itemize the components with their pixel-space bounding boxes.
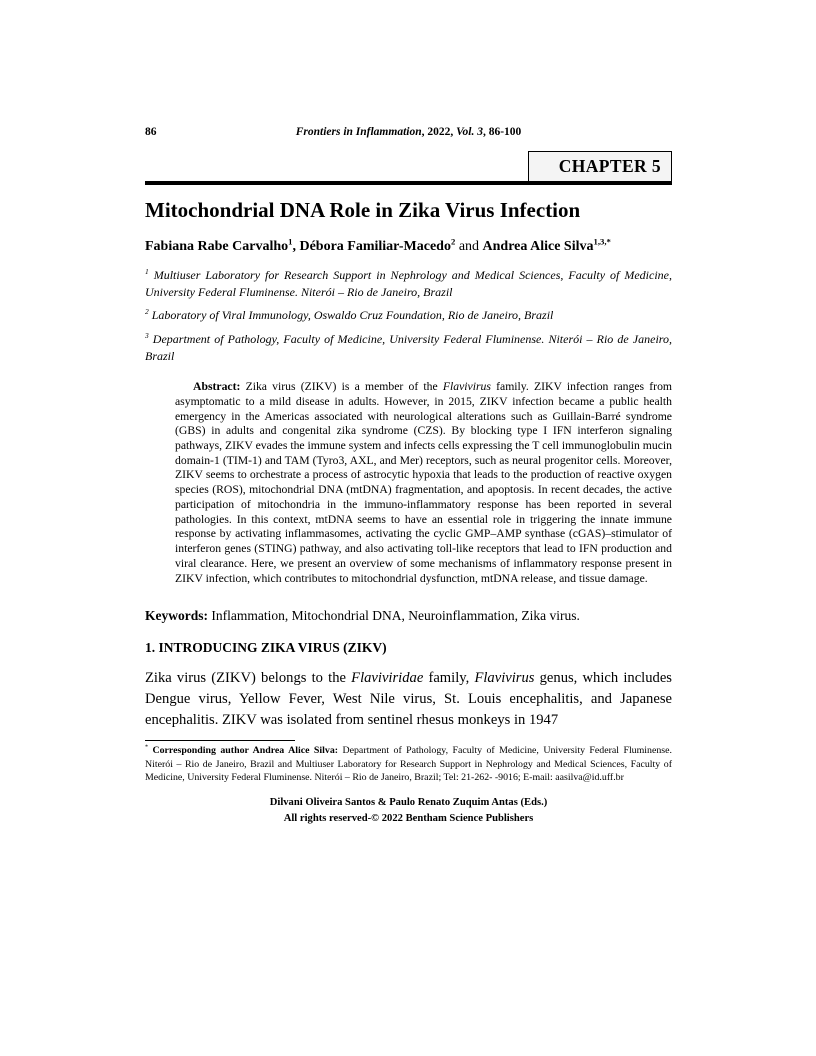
author-2-affiliation-sup: 2	[450, 236, 456, 247]
affiliation-1-text: Multiuser Laboratory for Research Support in Nephrology and Medical Sciences, Faculty of Medicine, University Federal Fluminense. Niterói – Rio de Janeiro, Brazil	[145, 268, 672, 299]
authors-line	[145, 237, 672, 256]
page-footer	[145, 795, 672, 827]
keywords-text: Inflammation, Mitochondrial DNA, Neuroinflammation, Zika virus.	[208, 608, 580, 624]
abstract	[175, 380, 672, 586]
affiliation-1-sup: 1	[145, 267, 149, 277]
author-2: Débora Familiar-Macedo	[299, 239, 451, 254]
affiliation-2	[145, 307, 672, 324]
journal-year: , 2022,	[421, 126, 457, 138]
affiliation-3-sup: 3	[145, 330, 149, 340]
copyright-line: All rights reserved-© 2022 Bentham Science Publishers	[283, 812, 534, 824]
footnote-body: Department of Pathology, Faculty of Medicine, University Federal Fluminense. Niterói – Rio de Janeiro, Brazil and Multiuser Laboratory for Research Support in Nephrology and Medical Sciences, Faculty of Medicine, University Federal Fluminense. Niterói – Rio de Janeiro, Brazil; Tel: 21-262- -9016; E-mail: aasilva@id.uff.br	[145, 745, 673, 783]
body-italic-term-2: Flavivirus	[474, 670, 535, 687]
body-text-3: genus, which includes Dengue virus, Yellow Fever, West Nile virus, St. Louis encephalitis, and Japanese encephalitis. ZIKV was isolated from sentinel rhesus monkeys in 1947	[145, 670, 672, 728]
journal-title: Frontiers in Inflammation	[295, 126, 422, 138]
affiliation-2-text: Laboratory of Viral Immunology, Oswaldo Cruz Foundation, Rio de Janeiro, Brazil	[148, 308, 554, 323]
keywords-label: Keywords:	[145, 608, 208, 624]
abstract-italic-term: Flavivirus	[442, 380, 491, 394]
body-italic-term-1: Flaviviridae	[351, 670, 424, 687]
body-text-1: Zika virus (ZIKV) belongs to the	[145, 670, 352, 687]
authors-separator-1: ,	[292, 239, 300, 254]
journal-pages: , 86-100	[482, 126, 522, 138]
author-1: Fabiana Rabe Carvalho	[145, 239, 289, 254]
footnote-rule	[145, 740, 295, 741]
authors-separator-2: and	[455, 239, 483, 254]
footnote-text	[145, 744, 672, 783]
abstract-text-2: family. ZIKV infection ranges from asymptomatic to a mild disease in adults. However, in 2015, ZIKV infection became a public health emergency in the Americas associated with neurological alterations such as Guillain-Barré syndrome (GBS) in adults and congenital zika syndrome (CZS). By blocking type I IFN interferon signaling pathways, ZIKV evades the immune system and infects cells expressing the T cell immunoglobulin mucin domain-1 (TIM-1) and TAM (Tyro3, AXL, and Mer) receptors, such as neural progenitor cells. Moreover, ZIKV seems to orchestrate a process of astrocytic hypoxia that leads to the production of reactive oxygen species (ROS), mitochondrial DNA (mtDNA) fragmentation, and apoptosis. In recent decades, the active participation of mitochondria in the immuno-inflammatory response has been reported in several pathologies. In this context, mtDNA seems to have an essential role in triggering the innate immune response by activating inflammasomes, activating the cyclic GMP–AMP synthase (cGAS)–stimulator of interferon genes (STING) pathway, and also activating toll-like receptors that lead to IFN production and viral clearance. Here, we present an overview of some mechanisms of inflammatory response present in ZIKV infection, which contributes to mitochondrial dysfunction, mtDNA release, and tissue damage.	[175, 380, 672, 585]
page-number: 86	[145, 126, 157, 138]
journal-citation	[296, 126, 522, 138]
chapter-title: Mitochondrial DNA Role in Zika Virus Infection	[145, 198, 581, 222]
abstract-text-1: Zika virus (ZIKV) is a member of the	[240, 380, 443, 394]
affiliation-3	[145, 331, 672, 364]
section-1-heading: 1. INTRODUCING ZIKA VIRUS (ZIKV)	[145, 640, 387, 656]
body-text-2: family,	[423, 670, 475, 687]
author-1-affiliation-sup: 1	[288, 236, 293, 247]
abstract-label: Abstract:	[193, 380, 241, 394]
journal-volume: Vol. 3	[456, 126, 483, 138]
section-1-paragraph	[145, 668, 672, 730]
footnote-bold-label: Corresponding author Andrea Alice Silva:	[148, 745, 339, 757]
chapter-banner	[145, 151, 672, 185]
footnote-marker: *	[145, 745, 149, 752]
affiliation-2-sup: 2	[145, 307, 149, 317]
keywords	[145, 608, 672, 624]
author-3-affiliation-sup: 1,3,*	[593, 236, 611, 247]
editors-line: Dilvani Oliveira Santos & Paulo Renato Zuquim Antas (Eds.)	[269, 796, 548, 808]
affiliation-1	[145, 267, 672, 300]
author-3: Andrea Alice Silva	[482, 239, 594, 254]
footnote	[145, 740, 672, 783]
affiliation-3-text: Department of Pathology, Faculty of Medicine, University Federal Fluminense. Niterói – Rio de Janeiro, Brazil	[145, 331, 672, 363]
running-head	[145, 126, 672, 142]
chapter-label: CHAPTER 5	[528, 151, 672, 181]
affiliations	[145, 267, 672, 364]
